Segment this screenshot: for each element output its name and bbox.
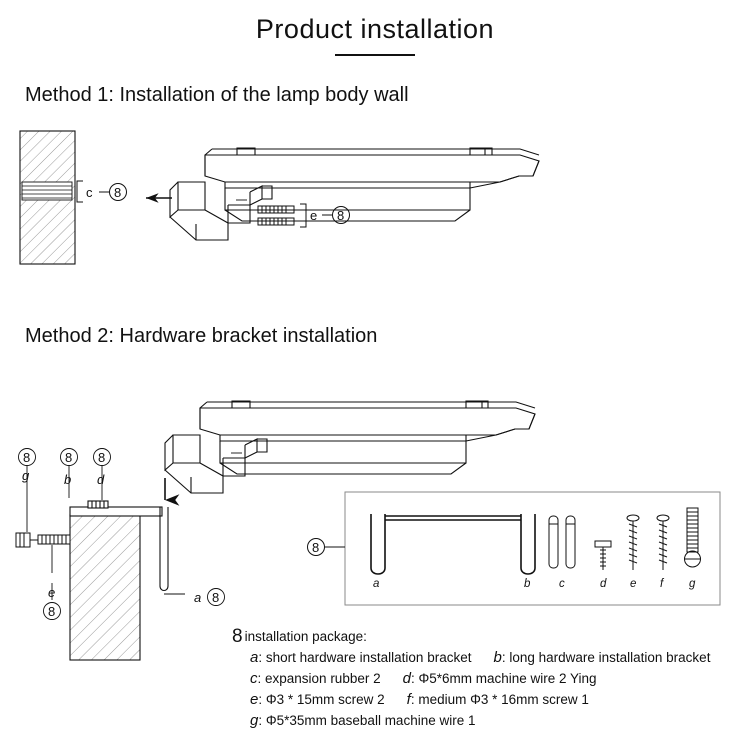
legend-text-g: Φ5*35mm baseball machine wire 1	[265, 713, 476, 728]
legend-text-d: Φ5*6mm machine wire 2 Ying	[418, 671, 597, 686]
part-d-shape	[595, 541, 611, 570]
part-label-a: a	[373, 578, 380, 590]
part-label-f: f	[660, 578, 664, 590]
legend-header	[232, 626, 732, 647]
part-label-b: b	[524, 578, 531, 590]
legend-line-3: e: Φ3 * 15mm screw 2 f: medium Φ3 * 16mm screw 1	[250, 691, 589, 708]
m2-letter-g: g	[22, 468, 30, 483]
part-g-shape	[685, 508, 701, 567]
m1-label-c: c	[86, 185, 93, 200]
m2-letter-b: b	[64, 472, 72, 487]
m1-label-e-num: 8	[337, 208, 345, 223]
legend-key-b: b	[493, 649, 502, 666]
legend-text-f: medium Φ3 * 16mm screw 1	[418, 692, 589, 707]
legend-key-f: f	[406, 691, 411, 708]
legend-text-b: long hardware installation bracket	[509, 650, 711, 665]
part-e-shape	[627, 515, 639, 570]
part-label-e: e	[630, 578, 637, 590]
m2-num-g: 8	[23, 450, 31, 465]
m2-num-a: 8	[212, 590, 220, 605]
m2-num-b: 8	[65, 450, 73, 465]
part-label-c: c	[559, 578, 565, 590]
legend-key-c: c	[250, 670, 258, 687]
part-f-shape	[657, 515, 669, 570]
legend-text-e: Φ3 * 15mm screw 2	[265, 692, 385, 707]
m1-wall-block	[20, 131, 75, 264]
legend-header-num: 8	[232, 626, 243, 647]
legend-text-c: expansion rubber 2	[265, 671, 381, 686]
part-label-d: d	[600, 578, 607, 590]
m1-screws	[258, 204, 350, 227]
legend-line-2: c: expansion rubber 2 d: Φ5*6mm machine wire 2 Ying	[250, 670, 597, 687]
title-underline	[335, 54, 415, 56]
m2-num-e: 8	[48, 604, 56, 619]
m2-letter-a: a	[194, 590, 202, 605]
m2-num-d: 8	[98, 450, 106, 465]
part-label-g: g	[689, 578, 696, 590]
m2-post	[70, 515, 140, 660]
m2-lamp-body	[165, 401, 535, 493]
legend-block	[232, 626, 732, 731]
page-title: Product installation	[255, 14, 495, 44]
m2-letter-e: e	[48, 585, 56, 600]
parts-panel-callout: 8	[312, 540, 320, 555]
legend-key-d: d	[402, 670, 411, 687]
legend-key-e: e	[250, 691, 259, 708]
m2-letter-d: d	[97, 472, 105, 487]
part-c-shape	[549, 516, 575, 568]
part-b-shape	[385, 514, 535, 574]
legend-key-g: g	[250, 712, 259, 729]
m2-top-plate	[70, 501, 168, 591]
parts-panel	[308, 492, 721, 605]
method-1-heading: Method 1: Installation of the lamp body wall	[25, 84, 409, 106]
m2-through-bolt	[16, 533, 70, 547]
legend-line-4: g: Φ5*35mm baseball machine wire 1	[250, 712, 476, 729]
method-2-heading: Method 2: Hardware bracket installation	[25, 325, 378, 347]
legend-key-a: a	[250, 649, 259, 666]
part-a-shape	[371, 514, 385, 574]
m1-lamp-body	[170, 148, 539, 240]
legend-header-text: installation package:	[244, 629, 367, 644]
legend-line-1: a: short hardware installation bracket b: long hardware installation bracket	[250, 649, 711, 666]
m1-label-c-num: 8	[114, 185, 122, 200]
legend-text-a: short hardware installation bracket	[265, 650, 472, 665]
m1-label-e: e	[310, 208, 318, 223]
